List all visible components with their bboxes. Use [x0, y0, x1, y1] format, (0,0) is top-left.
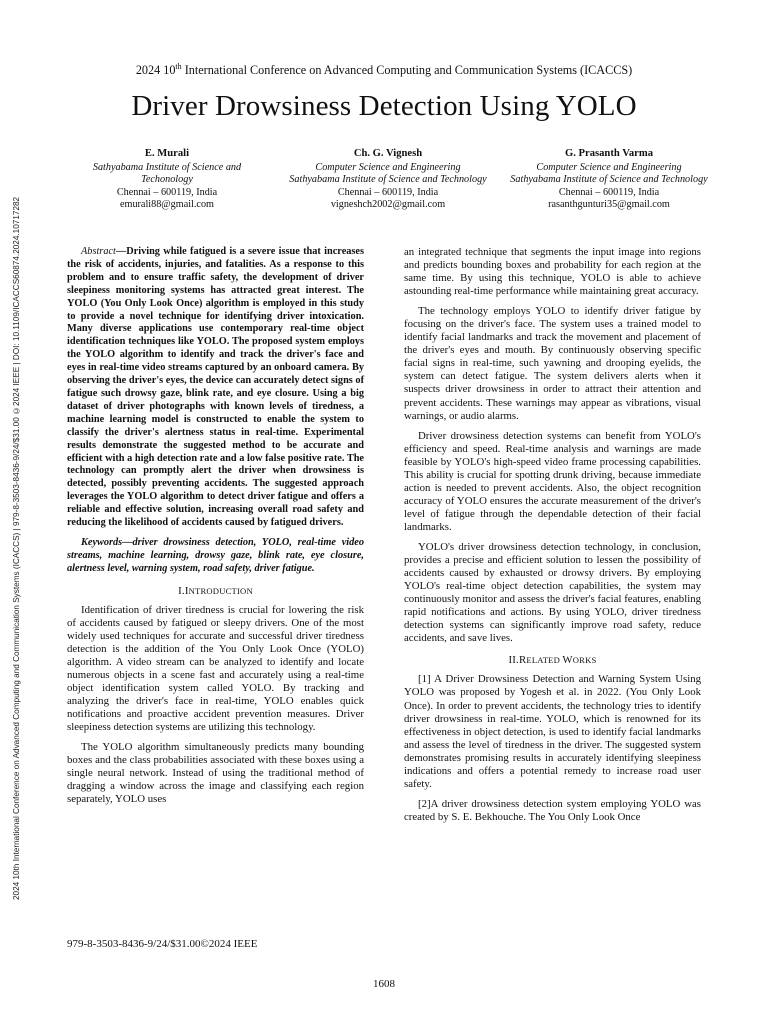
author-email: vigneshch2002@gmail.com [330, 199, 446, 211]
section-rest: ORKS [572, 655, 597, 666]
section-number: II. [508, 654, 519, 667]
paragraph: an integrated technique that segments the input image into regions and predicts bounding boxes and probability for each region at the same time. By using this technique, YOLO is able to achieve astounding real-time performance while maintaining great accuracy. [404, 246, 701, 298]
keywords [67, 537, 364, 576]
section-initial: R [518, 654, 527, 667]
author-1 [62, 148, 272, 212]
author-affiliation: Computer Science and Engineering [536, 161, 682, 173]
author-name: G. Prasanth Varma [565, 148, 653, 159]
paragraph: [2]A driver drowsiness detection system employing YOLO was created by S. E. Bekhouche. The You Only Look Once [404, 797, 701, 823]
section-initial: I [184, 584, 189, 597]
copyright-notice: 979-8-3503-8436-9/24/$31.00©2024 IEEE [67, 938, 258, 950]
conf-prefix: 2024 10 [135, 63, 176, 78]
section-initial: W [562, 654, 573, 667]
abstract [67, 246, 364, 530]
paragraph: [1] A Driver Drowsiness Detection and Warning System Using YOLO was proposed by Yogesh et al. in 2022. (You Only Look Once). In order to prevent accidents, the technology tries to identify driver drowsiness in real-time. YOLO, which is renowned for its effectiveness in object detection, is used to identify facial landmarks and assess the level of tiredness in the driver. The suggested system demonstrates promising results in accurately identifying sleepiness indications and offers a potential remedy to increase road user safety. [404, 673, 701, 790]
author-affiliation: Computer Science and Engineering [315, 161, 461, 173]
author-email: emurali88@gmail.com [120, 199, 214, 211]
conf-rest: International Conference on Advanced Computing and Communication Systems (ICACCS) [181, 63, 633, 78]
author-affiliation: Sathyabama Institute of Science and Technology [510, 174, 708, 186]
author-affiliation: Techonology [141, 174, 193, 186]
right-column [404, 246, 701, 831]
paragraph: YOLO's driver drowsiness detection technology, in conclusion, provides a precise and efficient solution to lessen the possibility of accidents caused by exhausted or drowsy drivers. By employing YOLO's real-time object detection capabilities, the system may continuously monitor and assess the driver's facial features, enabling rapid notifications and actions. By using YOLO, driver tiredness detection systems can significantly improve road safety, reduce accidents, and save lives. [404, 540, 701, 645]
doi-sidebar: 2024 10th International Conference on Advanced Computing and Communication Systems (ICACCS) | 979-8-3503-8436-9/24/$31.00 ©2024 IEEE | DOI: 10.1109/ICACCS60874.2024.10717282 [12, 196, 21, 900]
paragraph: The YOLO algorithm simultaneously predicts many bounding boxes and the class probabilities associated with these boxes using a single neural network. Instead of using the traditional method of dragging a window across the image and classifying each region separately, YOLO uses [67, 741, 364, 806]
author-name: Ch. G. Vignesh [353, 148, 423, 159]
author-email: rasanthgunturi35@gmail.com [548, 199, 670, 211]
section-rest: NTRODUCTION [188, 585, 253, 596]
page-number: 1608 [373, 978, 395, 990]
section-heading-related-works [404, 654, 701, 667]
author-city: Chennai – 600119, India [558, 186, 660, 198]
paragraph: The technology employs YOLO to identify driver fatigue by focusing on the driver's face. The system uses a trained model to identify facial landmarks and track the movement and placement of the driver's eyes and mouth. By continuously observing specific facial signs in real-time, such yawning and drooping eyelids, the system can detect fatigue. The system delivers alerts when it suspects driver drowsiness in order to attract their attention and prevent accidents. These warnings may appear as vibrations, visual warnings, or audio alarms. [404, 305, 701, 422]
author-name: E. Murali [144, 148, 190, 159]
author-block [62, 148, 714, 212]
conf-sup: th [175, 62, 182, 71]
paper-title: Driver Drowsiness Detection Using YOLO [131, 90, 637, 122]
author-affiliation: Sathyabama Institute of Science and [92, 161, 242, 173]
abstract-label: Abstract [81, 246, 116, 257]
section-rest: ELATED [526, 655, 563, 666]
author-city: Chennai – 600119, India [337, 186, 439, 198]
section-number: I. [178, 584, 185, 597]
conference-header [0, 62, 768, 78]
author-affiliation: Sathyabama Institute of Science and Technology [289, 174, 487, 186]
author-3 [504, 148, 714, 212]
author-city: Chennai – 600119, India [116, 186, 218, 198]
paragraph: Identification of driver tiredness is crucial for lowering the risk of accidents caused by fatigued or sleepy drivers. One of the most widely used techniques for accurate and successful driver tiredness detection is the addition of the You Only Look Once (YOLO) algorithm. A video stream can be analyzed to identify and locate numerous objects in a scene fast and accurately using a real-time object identification system called YOLO. By tracking and analyzing the driver's face in real-time, YOLO enables quick notifications and proactive accident prevention measures. Driver sleepiness detection systems are utilizing this technology. [67, 603, 364, 734]
left-column [67, 246, 364, 813]
abstract-text: —Driving while fatigued is a severe issue that increases the risk of accidents, injuries, and fatalities. As a response to this problem and to ensure traffic safety, the development of driver sleepiness monitoring systems has attracted great interest. The YOLO (You Only Look Once) algorithm is employed in this study to provide a novel technique for identifying driver intoxication. Many diverse applications use contemporary real-time object identification techniques like YOLO. The proposed system employs the YOLO algorithm to identify and track the driver's face and eyes in real-time video streams captured by an onboard camera. By observing the driver's eyes, the device can accurately detect signs of fatigue such drowsy gaze, blink rate, and eye closure. Using a big dataset of driver photographs with known levels of tiredness, a machine learning model is constructed to enable the system to classify the driver's alertness status in real-time. Experimental results demonstrate the suggested method to be accurate and efficient with a high detection rate and a low false positive rate. The technology can promptly alert the driver when drowsiness is detected, possibly preventing accidents. The suggested approach leverages the YOLO algorithm to detect driver fatigue and offers a reliable and effective solution, increasing overall road safety and reducing the likelihood of accidents caused by fatigued drivers. [67, 246, 364, 529]
section-heading-introduction [67, 585, 364, 598]
paragraph: Driver drowsiness detection systems can benefit from YOLO's efficiency and speed. Real-time analysis and warnings are made feasible by YOLO's high-speed video frame processing capabilities. This ability is crucial for spotting drunk driving, because immediate action is needed to prevent accidents. Also, the object recognition accuracy of YOLO ensures the accurate measurement of the driver's level of fatigue through the dependable detection of their facial landmarks. [404, 429, 701, 533]
keywords-text: —driver drowsiness detection, YOLO, real-time video streams, machine learning, drowsy gaze, blink rate, eye closure, alertness level, warning system, road safety, driver fatigue. [67, 536, 364, 574]
author-2 [283, 148, 493, 212]
keywords-label: Keywords [81, 536, 123, 548]
